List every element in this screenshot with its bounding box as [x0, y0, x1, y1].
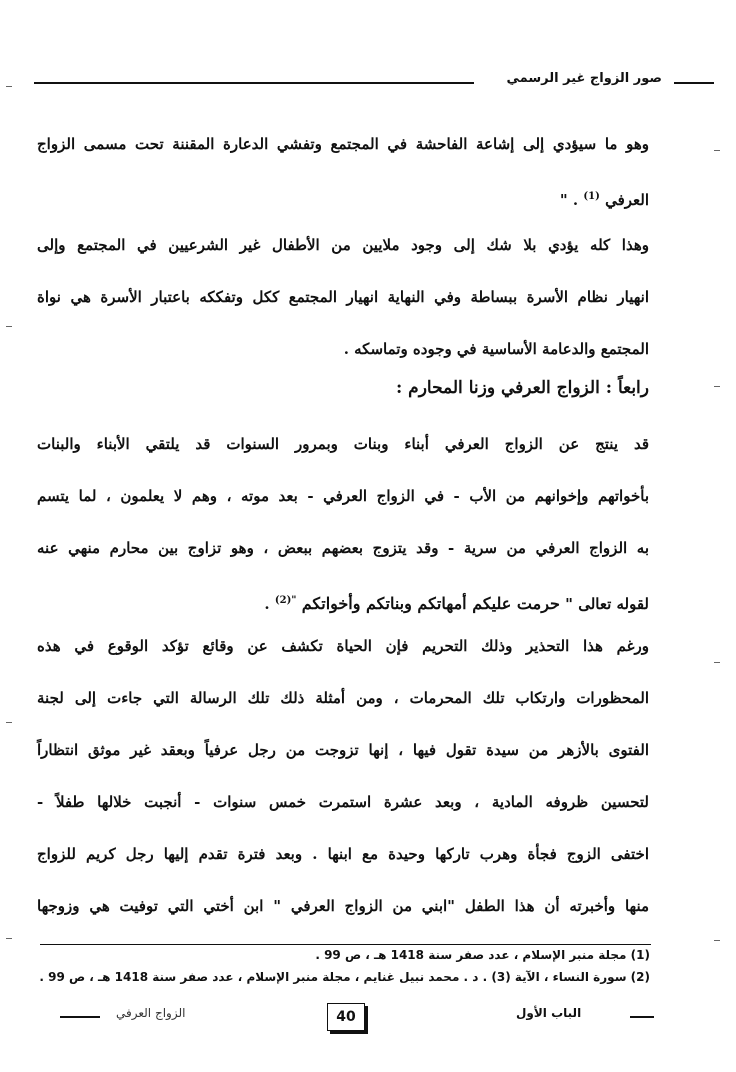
text-line: ورغم هذا التحذير وذلك التحريم فإن الحياة تكشف عن وقائع تؤكد الوقوع في هذه [37, 637, 649, 655]
text-line: بأخواتهم وإخوانهم من الأب - في الزواج العرفي - بعد موته ، وهم لا يعلمون ، لما يتسم [37, 487, 649, 505]
footer-dash-left [60, 1016, 100, 1018]
scan-mark [6, 86, 12, 87]
scan-mark [6, 326, 12, 327]
scan-mark [714, 386, 720, 387]
footnote-2: (2) سورة النساء ، الآية (3) . د . محمد نبيل غنايم ، مجلة منبر الإسلام ، عدد صفر سنة 1418 هـ ، ص 99 . [39, 970, 650, 984]
header-rule [34, 82, 474, 84]
text-fragment: . [264, 595, 270, 613]
scan-mark [714, 150, 720, 151]
text-line: وهذا كله يؤدي بلا شك إلى وجود ملايين من الأطفال غير الشرعيين في المجتمع وإلى [37, 236, 649, 254]
text-fragment: لقوله تعالى " [565, 595, 649, 613]
running-title: صور الزواج غير الرسمي [501, 71, 668, 86]
page-number: 40 [327, 1003, 365, 1031]
text-line [37, 183, 649, 210]
text-line: به الزواج العرفي من سرية - وقد يتزوج بعضهم ببعض ، وهو تزاوج بين محارم منهي عنه [37, 539, 649, 557]
text-line: قد ينتج عن الزواج العرفي أبناء وبنات وبمرور السنوات قد يلتقي الأبناء والبنات [37, 435, 649, 453]
text-line: وهو ما سيؤدي إلى إشاعة الفاحشة في المجتمع وتفشي الدعارة المقننة تحت مسمى الزواج [37, 135, 649, 153]
footnote-rule [40, 944, 651, 945]
scan-mark [6, 722, 12, 723]
running-header [34, 73, 714, 95]
footnote-ref-2: "(2) [274, 595, 297, 606]
text-fragment: . " [559, 191, 579, 209]
footnote-ref-1: (1) [583, 191, 600, 202]
section-heading: رابعاً : الزواج العرفي وزنا المحارم : [395, 378, 649, 398]
text-line: لتحسين ظروفه المادية ، وبعد عشرة استمرت خمس سنوات - أنجبت خلالها طفلاً - [37, 793, 649, 811]
footer-book-title: الزواج العرفي [116, 1006, 186, 1020]
footnote-1: (1) مجلة منبر الإسلام ، عدد صفر سنة 1418 هـ ، ص 99 . [315, 948, 650, 962]
text-line: منها وأخبرته أن هذا الطفل "ابني من الزواج العرفي " ابن أختي التي توفيت هي وزوجها [37, 897, 649, 915]
text-line: اختفى الزوج فجأة وهرب تاركها وحيدة مع ابنها . وبعد فترة تقدم إليها رجل كريم للزواج [37, 845, 649, 863]
text-line: المحظورات وارتكاب تلك المحرمات ، ومن أمثلة ذلك تلك الرسالة التي جاءت إلى لجنة [37, 689, 649, 707]
footer-chapter: الباب الأول [516, 1006, 582, 1020]
header-dash [674, 82, 714, 84]
scan-mark [714, 662, 720, 663]
text-fragment: العرفي [605, 191, 649, 209]
text-line [37, 587, 649, 614]
text-line: المجتمع والدعامة الأساسية في وجوده وتماسكه . [343, 340, 649, 358]
text-line: انهيار نظام الأسرة ببساطة وفي النهاية انهيار المجتمع ككل وتفككه باعتبار الأسرة هي نواة [37, 288, 649, 306]
text-line: الفتوى بالأزهر من سيدة تقول فيها ، إنها تزوجت من رجل عرفياً وبعقد غير موثق انتظاراً [37, 741, 649, 759]
quranic-quote: حرمت عليكم أمهاتكم وبناتكم وأخواتكم [301, 594, 560, 613]
scan-mark [714, 940, 720, 941]
scan-mark [6, 938, 12, 939]
footer-dash-right [630, 1016, 654, 1018]
